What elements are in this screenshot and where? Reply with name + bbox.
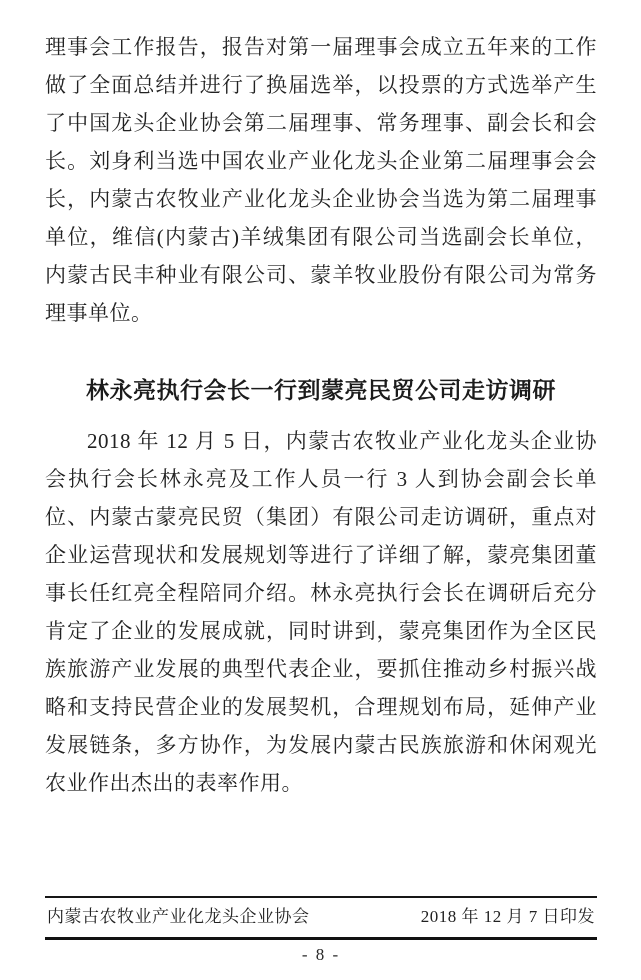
page-footer bbox=[45, 896, 597, 965]
body-paragraph-1: 理事会工作报告，报告对第一届理事会成立五年来的工作做了全面总结并进行了换届选举，以投票的方式选举产生了中国龙头企业协会第二届理事、常务理事、副会长和会长。刘身利当选中国农业产业化龙头企业第二届理事会会长，内蒙古农牧业产业化龙头企业协会当选为第二届理事单位，维信(内蒙古)羊绒集团有限公司当选副会长单位，内蒙古民丰种业有限公司、蒙羊牧业股份有限公司为常务理事单位。 bbox=[45, 35, 597, 325]
document-content bbox=[45, 28, 597, 802]
footer-issue-date: 2018 年 12 月 7 日印发 bbox=[420, 907, 595, 926]
body-paragraph-2: 2018 年 12 月 5 日，内蒙古农牧业产业化龙头企业协会执行会长林永亮及工作人员一行 3 人到协会副会长单位、内蒙古蒙亮民贸（集团）有限公司走访调研，重点对企业运营现状和发展规划等进行了详细了解，蒙亮集团董事长任红亮全程陪同介绍。林永亮执行会长在调研后充分肯定了企业的发展成就，同时讲到，蒙亮集团作为全区民族旅游产业发展的典型代表企业，要抓住推动乡村振兴战略和支持民营企业的发展契机，合理规划布局，延伸产业发展链条，多方协作，为发展内蒙古民族旅游和休闲观光农业作出杰出的表率作用。 bbox=[45, 429, 597, 795]
footer-row bbox=[45, 898, 597, 940]
section-heading: 林永亮执行会长一行到蒙亮民贸公司走访调研 bbox=[86, 378, 556, 403]
footer-organization: 内蒙古农牧业产业化龙头企业协会 bbox=[47, 907, 310, 926]
page-number: - 8 - bbox=[301, 945, 341, 964]
